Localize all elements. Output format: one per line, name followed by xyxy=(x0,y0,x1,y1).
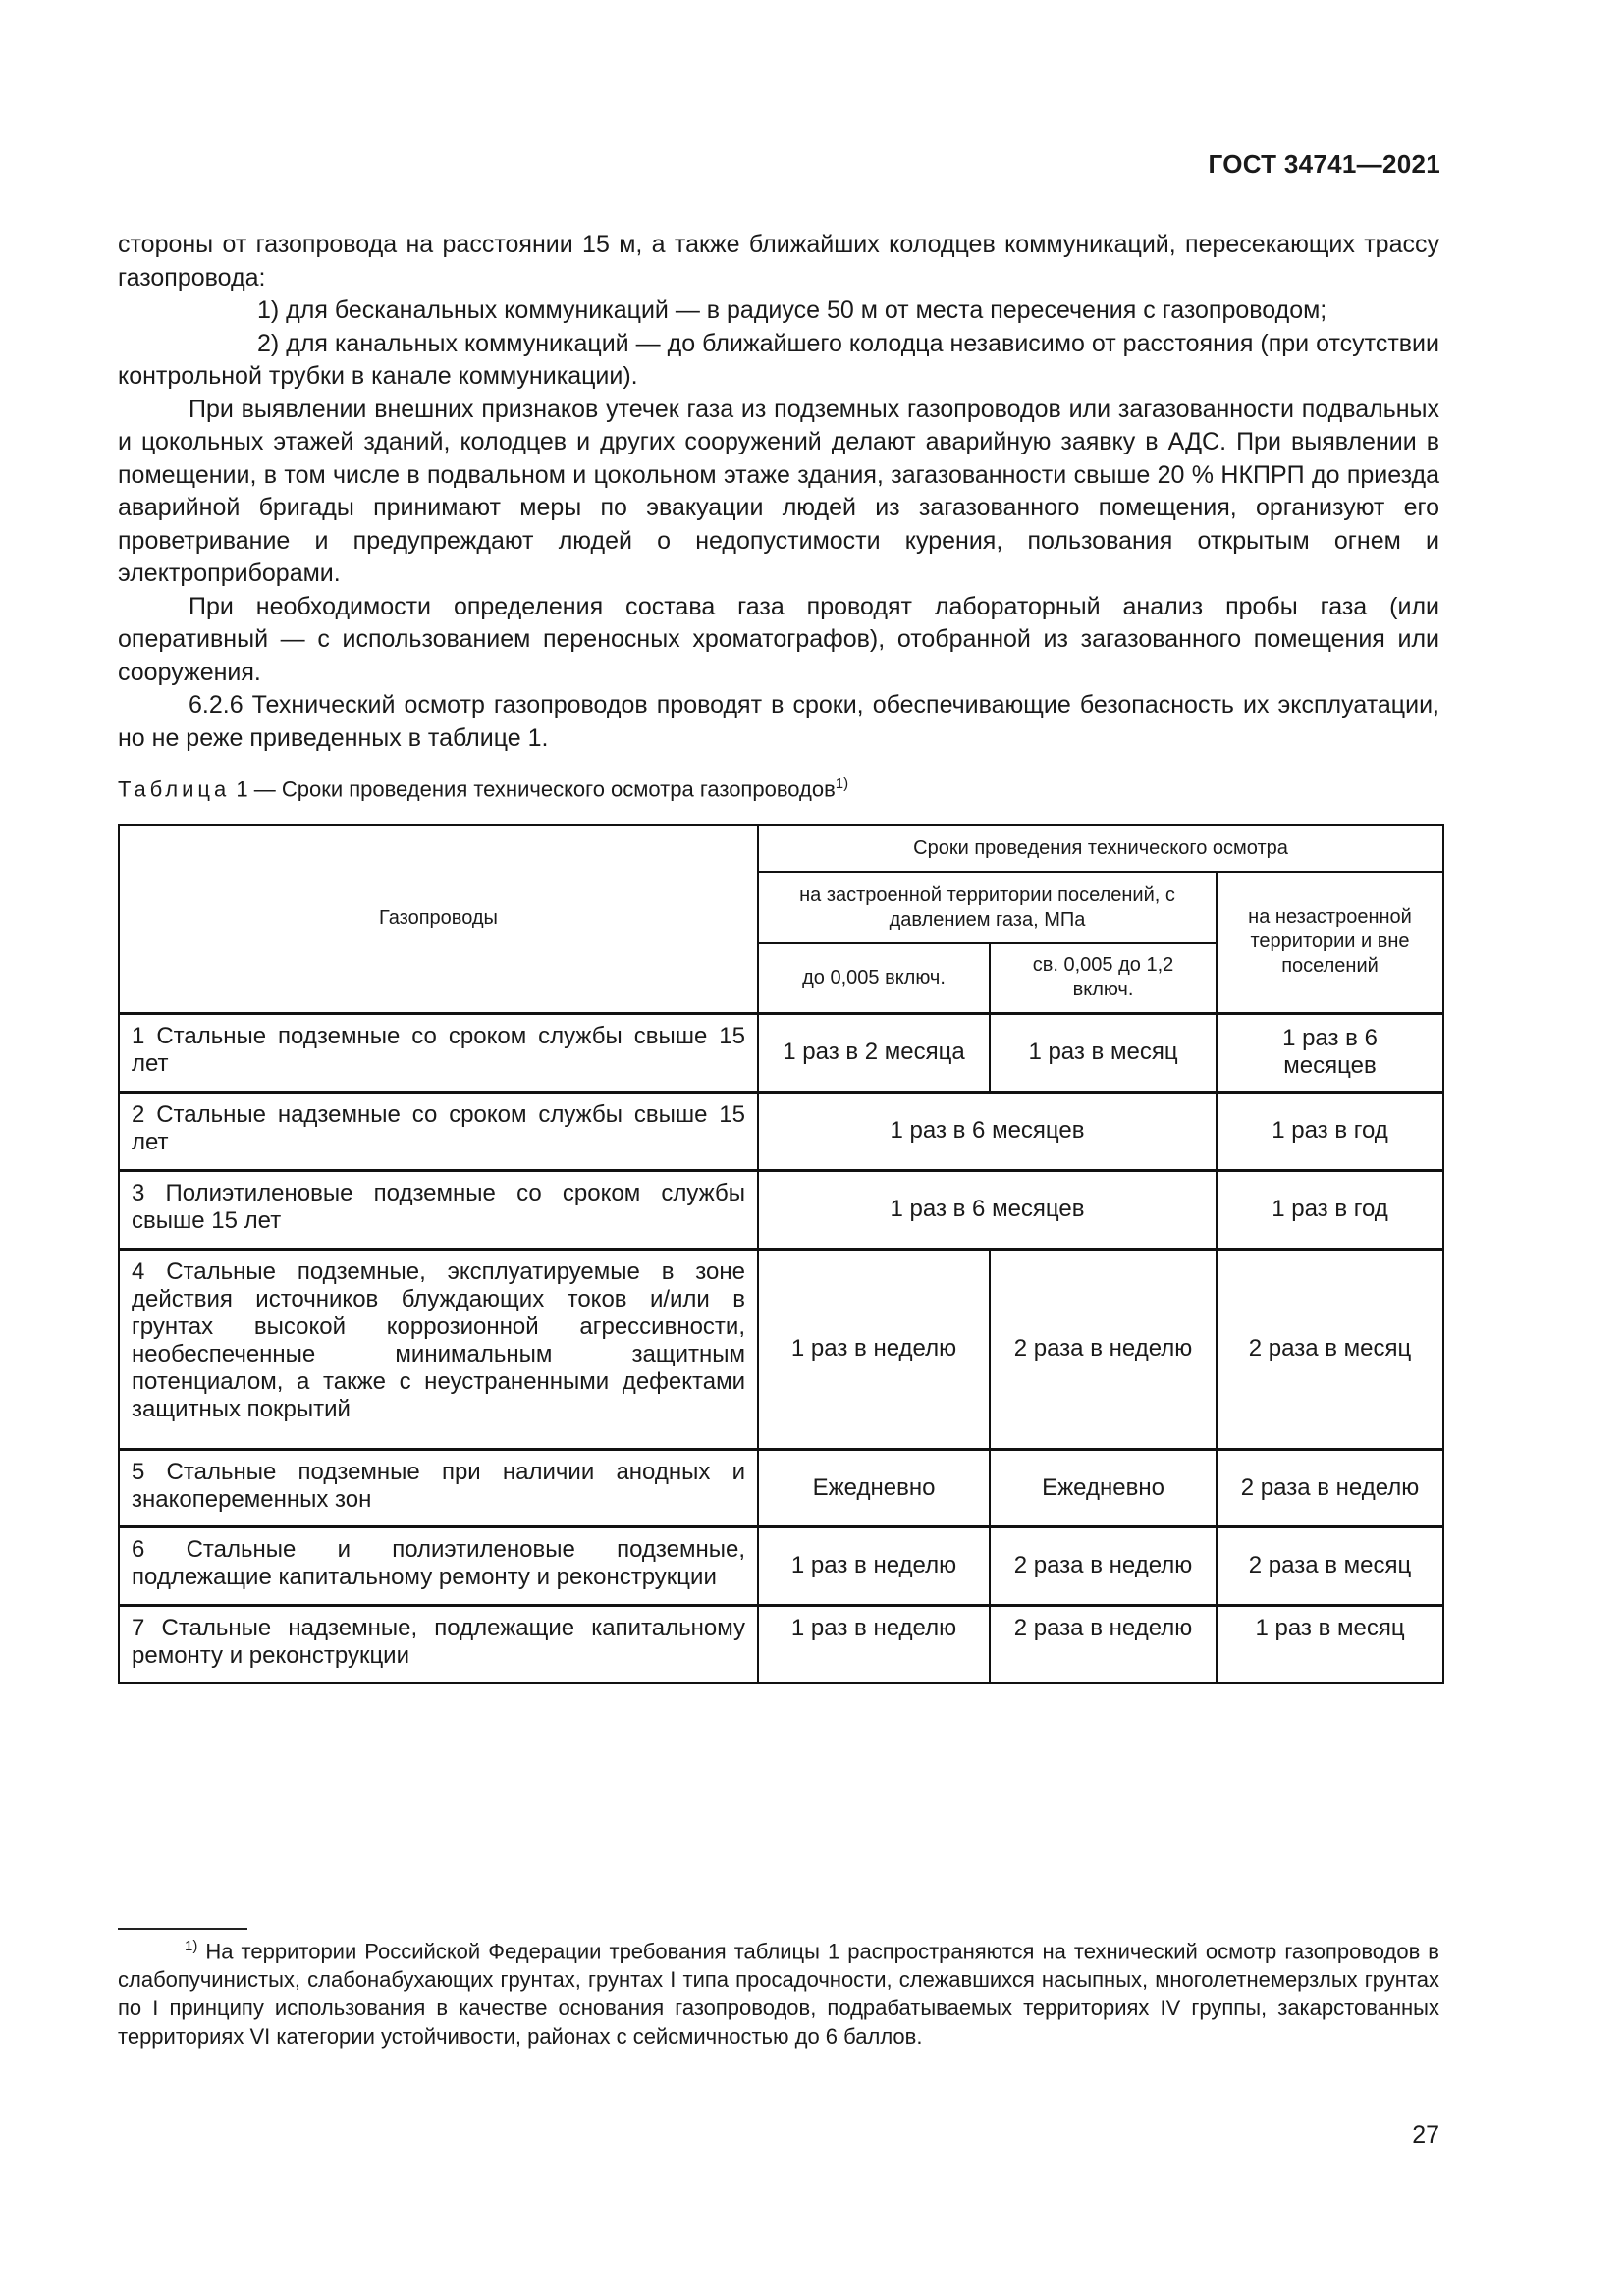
table-caption-label: Таблица xyxy=(118,776,231,802)
cell-unbuilt-text: 1 раз в 6 месяцев xyxy=(1282,1025,1378,1079)
row-name: 4 Стальные подземные, эксплуатируемые в зоне действия источников блуждающих токов и/или в грунтах высокой коррозионной агрессивности, необеспеченные минимальным защитным потенциалом, а также с неустраненными дефектами защитных покрытий xyxy=(119,1249,758,1449)
paragraph: При выявлении внешних признаков утечек газа из подземных газопроводов или загазованности подвальных и цокольных этажей зданий, колодцев и других сооружений делают аварийную заявку в АДС. При выявлении в помещении, в том числе в подвальном и цокольном этаже здания, загазованности свыше 20 % НКПРП до приезда аварийной бригады принимают меры по эвакуации людей из загазованного помещения, организуют его проветривание и предупреждают людей о недопустимости курения, пользования открытым огнем и электроприборами. xyxy=(118,395,1439,587)
cell-built-up-merged: 1 раз в 6 месяцев xyxy=(758,1092,1217,1170)
cell-unbuilt xyxy=(1217,1013,1443,1092)
row-name: 7 Стальные надземные, подлежащие капитальному ремонту и реконструкции xyxy=(119,1605,758,1683)
cell-high-pressure: Ежедневно xyxy=(990,1449,1217,1526)
table-row xyxy=(119,1249,1443,1449)
row-name: 5 Стальные подземные при наличии анодных и знакопеременных зон xyxy=(119,1449,758,1526)
header-row xyxy=(119,825,1443,872)
table-row xyxy=(119,1605,1443,1683)
header-high-pressure: св. 0,005 до 1,2 включ. xyxy=(990,943,1217,1013)
cell-low-pressure: 1 раз в 2 месяца xyxy=(758,1013,990,1092)
table-caption xyxy=(118,775,848,802)
inspection-terms-table xyxy=(118,824,1444,1684)
paragraph: При необходимости определения состава газа проводят лабораторный анализ пробы газа (или оперативный — с использованием переносных хроматографов), отобранной из загазованного помещения или сооружения. xyxy=(118,592,1439,686)
footnote-text: На территории Российской Федерации требования таблицы 1 распространяются на технический осмотр газопроводов в слабопучинистых, слабонабухающих грунтах, грунтах I типа просадочности, слежавшихся насыпных, многолетнемерзлых грунтах по I принципу использования в качестве основания газопроводов, подрабатываемых территориях IV группы, закарстованных территориях VI категории устойчивости, районах с сейсмичностью до 6 баллов. xyxy=(118,1939,1439,2050)
cell-high-pressure: 2 раза в неделю xyxy=(990,1526,1217,1605)
cell-low-pressure: Ежедневно xyxy=(758,1449,990,1526)
cell-unbuilt: 1 раз в месяц xyxy=(1217,1605,1443,1683)
header-terms: Сроки проведения технического осмотра xyxy=(758,825,1443,872)
paragraph: стороны от газопровода на расстоянии 15 м, а также ближайших колодцев коммуникаций, пересекающих трассу газопровода: xyxy=(118,231,1439,292)
clause-6-2-6: 6.2.6 Технический осмотр газопроводов проводят в сроки, обеспечивающие безопасность их эксплуатации, но не реже приведенных в таблице 1. xyxy=(118,691,1439,752)
table-caption-footnote-mark: 1) xyxy=(835,775,849,792)
table-row xyxy=(119,1449,1443,1526)
cell-low-pressure: 1 раз в неделю xyxy=(758,1526,990,1605)
page-number: 27 xyxy=(1412,2121,1439,2149)
header-built-up: на застроенной территории поселений, с давлением газа, МПа xyxy=(758,872,1217,943)
body-text xyxy=(118,229,1439,755)
cell-unbuilt: 2 раза в месяц xyxy=(1217,1526,1443,1605)
header-unbuilt: на незастроенной территории и вне поселений xyxy=(1217,872,1443,1013)
header-pipelines: Газопроводы xyxy=(119,825,758,1013)
list-item: 2) для канальных коммуникаций — до ближайшего колодца независимо от расстояния (при отсутствии контрольной трубки в канале коммуникации). xyxy=(118,329,1439,390)
table-row xyxy=(119,1526,1443,1605)
cell-high-pressure: 1 раз в месяц xyxy=(990,1013,1217,1092)
list-item: 1) для бесканальных коммуникаций — в радиусе 50 м от места пересечения с газопроводом; xyxy=(257,296,1327,324)
cell-unbuilt: 2 раза в месяц xyxy=(1217,1249,1443,1449)
header-low-pressure: до 0,005 включ. xyxy=(758,943,990,1013)
cell-unbuilt: 2 раза в неделю xyxy=(1217,1449,1443,1526)
cell-high-pressure: 2 раза в неделю xyxy=(990,1249,1217,1449)
footnote xyxy=(118,1932,1439,2051)
table-caption-text: 1 — Сроки проведения технического осмотра газопроводов xyxy=(236,776,836,802)
cell-high-pressure: 2 раза в неделю xyxy=(990,1605,1217,1683)
table-row xyxy=(119,1092,1443,1170)
row-name: 3 Полиэтиленовые подземные со сроком службы свыше 15 лет xyxy=(119,1170,758,1249)
footnote-divider xyxy=(118,1928,247,1930)
cell-unbuilt: 1 раз в год xyxy=(1217,1092,1443,1170)
standard-code: ГОСТ 34741—2021 xyxy=(1208,149,1440,179)
cell-built-up-merged: 1 раз в 6 месяцев xyxy=(758,1170,1217,1249)
row-name: 2 Стальные надземные со сроком службы свыше 15 лет xyxy=(119,1092,758,1170)
cell-low-pressure: 1 раз в неделю xyxy=(758,1249,990,1449)
cell-unbuilt: 1 раз в год xyxy=(1217,1170,1443,1249)
table-row xyxy=(119,1013,1443,1092)
cell-low-pressure: 1 раз в неделю xyxy=(758,1605,990,1683)
table-row xyxy=(119,1170,1443,1249)
row-name: 1 Стальные подземные со сроком службы свыше 15 лет xyxy=(119,1013,758,1092)
footnote-mark: 1) xyxy=(185,1938,198,1954)
row-name: 6 Стальные и полиэтиленовые подземные, подлежащие капитальному ремонту и реконструкции xyxy=(119,1526,758,1605)
